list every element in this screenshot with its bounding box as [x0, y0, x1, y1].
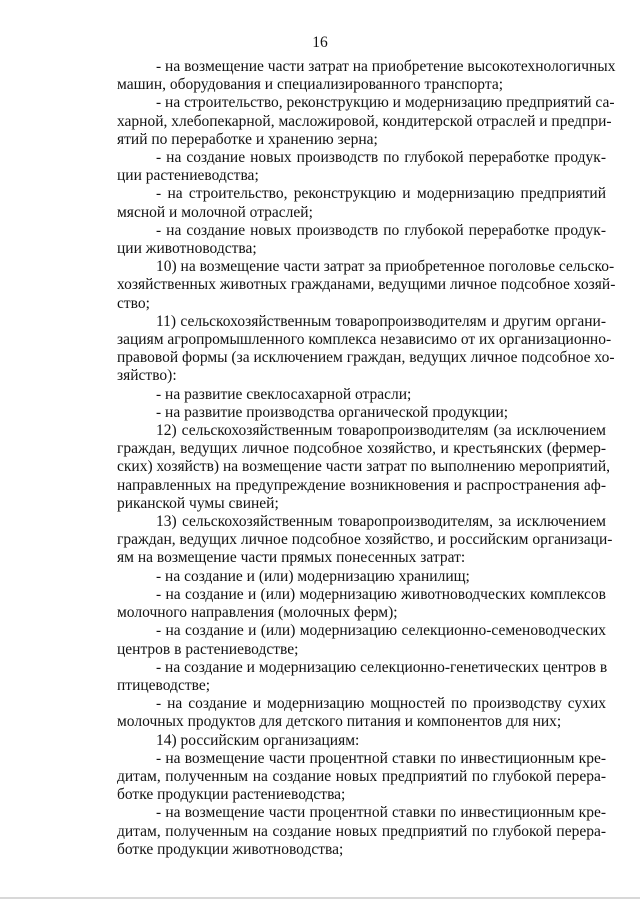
- paragraph: [117, 58, 616, 94]
- text-line: - на создание и (или) модернизацию селекционно-семеноводческих: [156, 622, 606, 640]
- text-line: ботке продукции животноводства;: [117, 840, 344, 858]
- paragraph: [117, 659, 606, 695]
- text-line: ботке продукции растениеводства;: [117, 786, 346, 804]
- text-line: центров в растениеводстве;: [117, 640, 299, 658]
- text-line: 11) сельскохозяйственным товаропроизводителям и другим органи-: [156, 312, 606, 330]
- paragraph: [117, 732, 606, 750]
- text-line: - на создание и (или) модернизацию хранилищ;: [156, 567, 470, 585]
- paragraph: [117, 312, 615, 386]
- paragraph: [117, 386, 606, 404]
- paragraph: [117, 404, 606, 422]
- text-line: молочного направления (молочных ферм);: [117, 604, 398, 622]
- scan-bottom-edge: [0, 897, 640, 899]
- text-line: - на развитие производства органической продукции;: [156, 403, 509, 421]
- text-line: ции животноводства;: [117, 240, 257, 258]
- text-line: - на возмещение части процентной ставки по инвестиционным кре-: [156, 749, 606, 767]
- text-line: мясной и молочной отраслей;: [117, 203, 313, 221]
- text-line: харной, хлебопекарной, масложировой, кондитерской отраслей и предпри-: [117, 112, 612, 130]
- paragraph: [117, 586, 606, 622]
- text-line: - на строительство, реконструкцию и модернизацию предприятий са-: [156, 94, 615, 112]
- paragraph: [117, 422, 611, 513]
- paragraph: [117, 149, 606, 185]
- text-line: ятий по переработке и хранению зерна;: [117, 130, 378, 148]
- text-line: дитам, полученным на создание новых предприятий по глубокой перера-: [117, 767, 606, 785]
- text-line: - на возмещение части процентной ставки по инвестиционным кре-: [156, 804, 606, 822]
- paragraph: [117, 94, 615, 149]
- paragraph: [117, 258, 616, 313]
- paragraph: [117, 568, 606, 586]
- text-line: граждан, ведущих личное подсобное хозяйство, и российским организаци-: [117, 531, 613, 549]
- text-line: птицеводстве;: [117, 676, 211, 694]
- text-line: - на создание и модернизацию мощностей по производству сухих: [156, 695, 606, 713]
- paragraph: [117, 750, 606, 805]
- text-line: ских) хозяйств) на возмещение части затрат по выполнению мероприятий,: [117, 458, 611, 476]
- paragraph: [117, 185, 606, 221]
- text-line: риканской чумы свиней;: [117, 494, 279, 512]
- text-line: - на развитие свеклосахарной отрасли;: [156, 385, 412, 403]
- paragraph: [117, 804, 606, 859]
- text-line: дитам, полученным на создание новых предприятий по глубокой перера-: [117, 822, 606, 840]
- text-line: граждан, ведущих личное подсобное хозяйство, и крестьянских (фермер-: [117, 440, 606, 458]
- text-line: 13) сельскохозяйственным товаропроизводителям, за исключением: [156, 513, 606, 531]
- text-line: 12) сельскохозяйственным товаропроизводителям (за исключением: [156, 422, 606, 440]
- text-line: ции растениеводства;: [117, 167, 259, 185]
- text-line: ям на возмещение части прямых понесенных затрат:: [117, 549, 466, 567]
- text-line: - на создание новых производств по глубокой переработке продук-: [156, 149, 606, 167]
- text-line: молочных продуктов для детского питания и компонентов для них;: [117, 713, 562, 731]
- text-line: машин, оборудования и специализированного транспорта;: [117, 76, 504, 94]
- text-line: направленных на предупреждение возникновения и распространения аф-: [117, 476, 606, 494]
- paragraph: [117, 622, 606, 658]
- paragraph: [117, 222, 606, 258]
- text-line: хозяйственных животных гражданами, ведущими личное подсобное хозяй-: [117, 276, 616, 294]
- paragraph: [117, 695, 606, 731]
- text-line: - на строительство, реконструкцию и модернизацию предприятий: [156, 185, 606, 203]
- text-line: - на создание и (или) модернизацию животноводческих комплексов: [156, 585, 606, 603]
- text-line: зяйство):: [117, 367, 177, 385]
- paragraph: [117, 513, 613, 568]
- text-line: 14) российским организациям:: [156, 731, 360, 749]
- text-line: - на создание новых производств по глубокой переработке продук-: [156, 221, 606, 239]
- page-number: 16: [312, 34, 328, 51]
- text-line: - на создание и модернизацию селекционно-генетических центров в: [156, 658, 608, 676]
- text-line: ство;: [117, 294, 150, 312]
- text-line: правовой формы (за исключением граждан, ведущих личное подсобное хо-: [117, 349, 615, 367]
- text-line: зациям агропромышленного комплекса независимо от их организационно-: [117, 331, 612, 349]
- document-body: [117, 58, 616, 859]
- text-line: 10) на возмещение части затрат за приобретенное поголовье сельско-: [156, 258, 615, 276]
- text-line: - на возмещение части затрат на приобретение высокотехнологичных: [156, 58, 616, 75]
